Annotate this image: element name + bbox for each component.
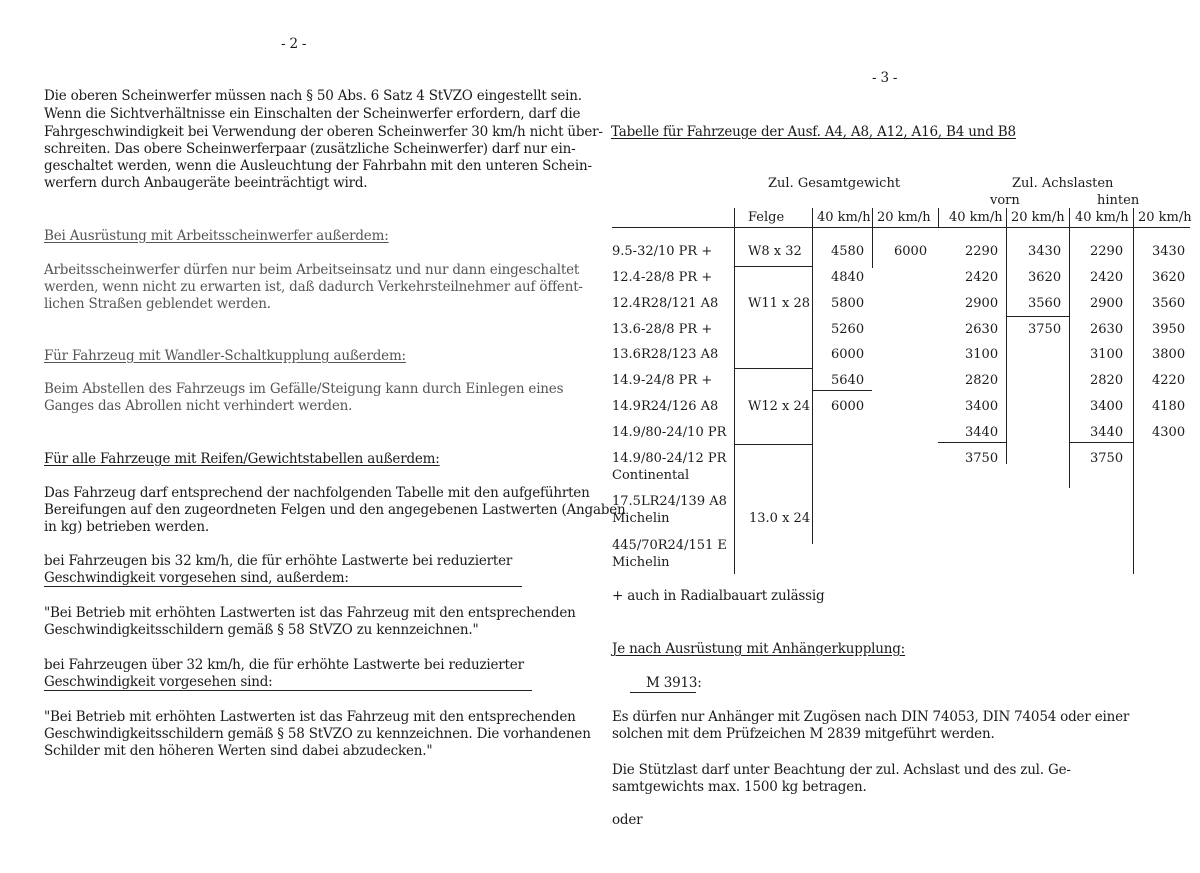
table-rule	[872, 228, 873, 268]
table-rule	[938, 442, 1006, 443]
text-line: geschaltet werden, wenn die Ausleuchtung der Fahrbahn mit den unteren Schein-	[44, 158, 592, 174]
gross-40-cell: 6000	[831, 347, 865, 362]
table-rule	[612, 227, 1190, 228]
divider	[44, 690, 532, 691]
rear-40-cell: 3400	[1090, 399, 1124, 414]
table-rule	[734, 368, 812, 369]
table-rule	[734, 266, 812, 267]
table-rule	[812, 228, 813, 544]
table-rule	[812, 390, 872, 391]
rim-cell: W11 x 28	[748, 296, 811, 311]
text-line: Bereifungen auf den zugeordneten Felgen und den angegebenen Lastwerten (Angaben	[44, 502, 626, 518]
tyre-cell: 12.4-28/8 PR +	[612, 270, 713, 285]
front-40-cell: 3400	[965, 399, 999, 414]
tyre-cell: 14.9/80-24/10 PR	[612, 425, 727, 440]
header-speed: 40 km/h	[949, 210, 1003, 225]
text-line: schreiten. Das obere Scheinwerferpaar (zusätzliche Scheinwerfer) darf nur ein-	[44, 141, 576, 157]
table-rule	[938, 208, 939, 228]
table-rule	[1133, 228, 1134, 574]
table-rule	[734, 208, 735, 228]
table-rule	[1069, 228, 1070, 488]
table-rule	[1006, 228, 1007, 464]
text-line: "Bei Betrieb mit erhöhten Lastwerten ist das Fahrzeug mit den entsprechenden	[44, 709, 576, 725]
tyre-cell: Michelin	[612, 555, 670, 570]
front-40-cell: 2290	[965, 244, 999, 259]
front-20-cell: 3620	[1028, 270, 1062, 285]
heading-work-lights: Bei Ausrüstung mit Arbeitsscheinwerfer außerdem:	[44, 228, 389, 244]
gross-40-cell: 4840	[831, 270, 865, 285]
table-rule	[734, 444, 812, 445]
front-20-cell: 3750	[1028, 322, 1062, 337]
header-speed: 20 km/h	[877, 210, 931, 225]
table-rule	[1133, 208, 1134, 228]
header-rear: hinten	[1097, 193, 1140, 208]
text-line: werfern durch Anbaugeräte beeinträchtigt wird.	[44, 175, 368, 191]
rear-20-cell: 3620	[1152, 270, 1186, 285]
text-line: bei Fahrzeugen über 32 km/h, die für erhöhte Lastwerte bei reduzierter	[44, 657, 524, 673]
rear-20-cell: 3800	[1152, 347, 1186, 362]
rim-cell: W8 x 32	[748, 244, 802, 259]
table-rule	[812, 208, 813, 228]
header-speed: 40 km/h	[817, 210, 871, 225]
front-40-cell: 3100	[965, 347, 999, 362]
text-line: Fahrgeschwindigkeit bei Verwendung der oberen Scheinwerfer 30 km/h nicht über-	[44, 124, 603, 140]
table-rule	[1069, 442, 1133, 443]
gross-20-cell: 6000	[894, 244, 928, 259]
table-rule	[734, 228, 735, 574]
tyre-cell: 13.6-28/8 PR +	[612, 322, 713, 337]
text-line: in kg) betrieben werden.	[44, 519, 209, 535]
divider	[630, 692, 696, 693]
tyre-cell: 13.6R28/123 A8	[612, 347, 719, 362]
header-gross-weight: Zul. Gesamtgewicht	[768, 176, 901, 191]
rear-40-cell: 2290	[1090, 244, 1124, 259]
heading-converter-clutch: Für Fahrzeug mit Wandler-Schaltkupplung außerdem:	[44, 348, 406, 364]
front-40-cell: 2630	[965, 322, 999, 337]
oder-text: oder	[612, 812, 643, 828]
text-line: Geschwindigkeitsschildern gemäß § 58 StVZO zu kennzeichnen."	[44, 622, 479, 638]
rear-20-cell: 3950	[1152, 322, 1186, 337]
text-line: Arbeitsscheinwerfer dürfen nur beim Arbeitseinsatz und nur dann eingeschaltet	[44, 262, 580, 278]
gross-40-cell: 6000	[831, 399, 865, 414]
tyre-cell: 14.9/80-24/12 PR	[612, 451, 727, 466]
tyre-cell: Continental	[612, 468, 690, 483]
text-line: Beim Abstellen des Fahrzeugs im Gefälle/Steigung kann durch Einlegen eines	[44, 381, 564, 397]
front-40-cell: 2900	[965, 296, 999, 311]
text-line: solchen mit dem Prüfzeichen M 2839 mitgeführt werden.	[612, 726, 995, 742]
front-20-cell: 3560	[1028, 296, 1062, 311]
header-rim: Felge	[748, 210, 785, 225]
text-line: Geschwindigkeit vorgesehen sind, außerdem:	[44, 570, 349, 586]
rear-40-cell: 2900	[1090, 296, 1124, 311]
text-line: Die oberen Scheinwerfer müssen nach § 50 Abs. 6 Satz 4 StVZO eingestellt sein.	[44, 88, 582, 104]
rear-20-cell: 3560	[1152, 296, 1186, 311]
page-number: - 3 -	[872, 70, 898, 86]
rear-40-cell: 3750	[1090, 451, 1124, 466]
tyre-cell: 445/70R24/151 E	[612, 538, 727, 553]
text-line: Die Stützlast darf unter Beachtung der zul. Achslast und des zul. Ge-	[612, 762, 1071, 778]
rear-40-cell: 2630	[1090, 322, 1124, 337]
text-line: bei Fahrzeugen bis 32 km/h, die für erhöhte Lastwerte bei reduzierter	[44, 553, 513, 569]
rear-40-cell: 2420	[1090, 270, 1124, 285]
table-footnote: + auch in Radialbauart zulässig	[612, 588, 825, 604]
gross-40-cell: 5800	[831, 296, 865, 311]
text-line: Schilder mit den höheren Werten sind dabei abzudecken."	[44, 743, 433, 759]
tyre-cell: 14.9-24/8 PR +	[612, 373, 713, 388]
text-line: werden, wenn nicht zu erwarten ist, daß dadurch Verkehrsteilnehmer auf öffent-	[44, 279, 583, 295]
tyre-cell: 9.5-32/10 PR +	[612, 244, 713, 259]
table-rule	[872, 208, 873, 228]
front-20-cell: 3430	[1028, 244, 1062, 259]
text-line: Geschwindigkeitsschildern gemäß § 58 StVZO zu kennzeichnen. Die vorhandenen	[44, 726, 591, 742]
table-rule	[1006, 316, 1069, 317]
divider	[44, 586, 522, 587]
text-line: "Bei Betrieb mit erhöhten Lastwerten ist das Fahrzeug mit den entsprechenden	[44, 605, 576, 621]
tyre-cell: 17.5LR24/139 A8	[612, 494, 727, 509]
gross-40-cell: 4580	[831, 244, 865, 259]
header-front: vorn	[990, 193, 1020, 208]
page-number: - 2 -	[281, 36, 307, 52]
rear-40-cell: 3440	[1090, 425, 1124, 440]
rim-cell: W12 x 24	[748, 399, 811, 414]
table-rule	[1006, 208, 1007, 228]
front-40-cell: 2420	[965, 270, 999, 285]
tyre-cell: 14.9R24/126 A8	[612, 399, 719, 414]
text-line: Das Fahrzeug darf entsprechend der nachfolgenden Tabelle mit den aufgeführten	[44, 485, 590, 501]
model-number: M 3913:	[646, 675, 702, 691]
text-line: Geschwindigkeit vorgesehen sind:	[44, 674, 273, 690]
rear-20-cell: 4180	[1152, 399, 1186, 414]
gross-40-cell: 5640	[831, 373, 865, 388]
front-40-cell: 2820	[965, 373, 999, 388]
page-right	[600, 0, 1200, 873]
front-40-cell: 3750	[965, 451, 999, 466]
rim-cell: 13.0 x 24	[749, 511, 811, 526]
tyre-cell: Michelin	[612, 511, 670, 526]
header-speed: 20 km/h	[1138, 210, 1192, 225]
text-line: Ganges das Abrollen nicht verhindert werden.	[44, 398, 353, 414]
text-line: samtgewichts max. 1500 kg betragen.	[612, 779, 867, 795]
table-title: Tabelle für Fahrzeuge der Ausf. A4, A8, A12, A16, B4 und B8	[611, 124, 1016, 140]
heading-coupling: Je nach Ausrüstung mit Anhängerkupplung:	[612, 641, 906, 657]
rear-20-cell: 4300	[1152, 425, 1186, 440]
tyre-cell: 12.4R28/121 A8	[612, 296, 719, 311]
rear-40-cell: 2820	[1090, 373, 1124, 388]
rear-20-cell: 4220	[1152, 373, 1186, 388]
gross-40-cell: 5260	[831, 322, 865, 337]
front-40-cell: 3440	[965, 425, 999, 440]
header-speed: 40 km/h	[1075, 210, 1129, 225]
text-line: lichen Straßen geblendet werden.	[44, 296, 271, 312]
rear-20-cell: 3430	[1152, 244, 1186, 259]
table-rule	[1069, 208, 1070, 228]
text-line: Es dürfen nur Anhänger mit Zugösen nach DIN 74053, DIN 74054 oder einer	[612, 709, 1130, 725]
heading-tyre-tables: Für alle Fahrzeuge mit Reifen/Gewichtstabellen außerdem:	[44, 451, 440, 467]
header-axle-loads: Zul. Achslasten	[1012, 176, 1114, 191]
header-speed: 20 km/h	[1011, 210, 1065, 225]
rear-40-cell: 3100	[1090, 347, 1124, 362]
text-line: Wenn die Sichtverhältnisse ein Einschalten der Scheinwerfer erfordern, darf die	[44, 106, 581, 122]
